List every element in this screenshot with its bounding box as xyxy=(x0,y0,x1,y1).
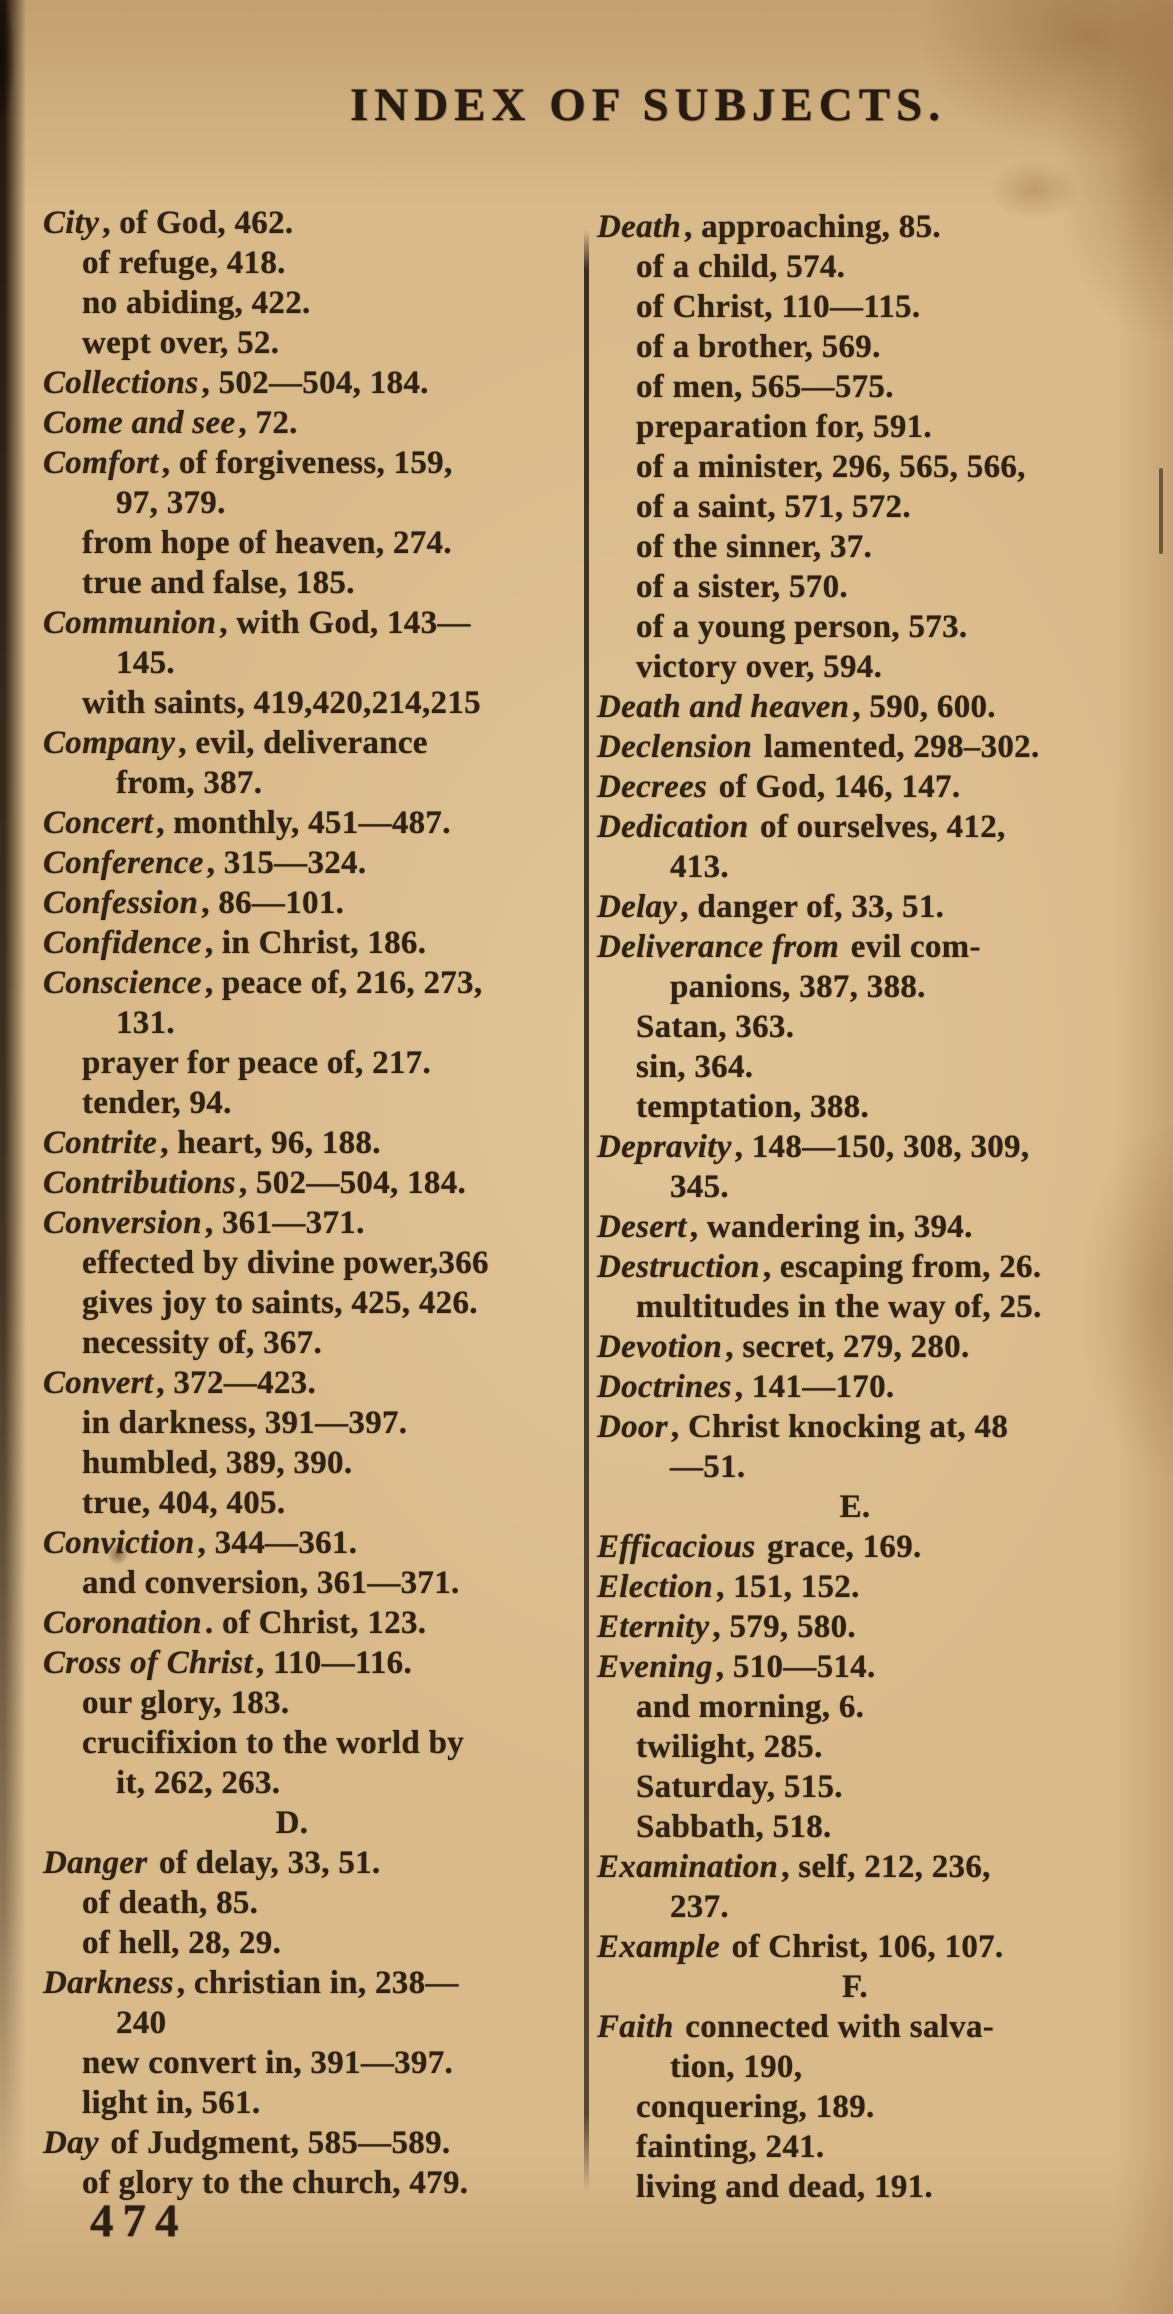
entry-headword: Conference xyxy=(43,845,204,881)
index-entry-line xyxy=(597,727,1153,767)
entry-text: of glory to the church, 479. xyxy=(82,2165,469,2201)
entry-text: sin, 364. xyxy=(636,1049,754,1085)
index-entry-line xyxy=(43,1843,581,1883)
index-entry-line xyxy=(597,1687,1153,1727)
entry-text: of refuge, 418. xyxy=(82,245,286,281)
index-entry-line xyxy=(43,243,581,283)
entry-text: true and false, 185. xyxy=(82,565,355,601)
index-entry-line xyxy=(597,447,1153,487)
index-entry-line xyxy=(43,1683,581,1723)
index-entry-line xyxy=(43,1763,581,1803)
index-entry-line xyxy=(597,327,1153,367)
entry-headword: Faith xyxy=(597,2009,674,2045)
entry-headword: Contrite xyxy=(43,1125,158,1161)
entry-headword: Communion xyxy=(43,605,217,641)
index-entry-line xyxy=(43,483,581,523)
entry-text: lamented, 298–302. xyxy=(755,729,1040,765)
index-entry-line xyxy=(597,1287,1153,1327)
entry-headword: Deliverance from xyxy=(597,929,840,965)
entry-text: it, 262, 263. xyxy=(116,1765,281,1801)
index-entry-line xyxy=(43,283,581,323)
column-divider-rule xyxy=(584,230,589,2192)
index-entry-line xyxy=(43,763,581,803)
page-title: INDEX OF SUBJECTS. xyxy=(350,79,946,131)
index-entry-line xyxy=(597,1127,1153,1167)
index-entry-line xyxy=(597,1607,1153,1647)
entry-text: no abiding, 422. xyxy=(82,285,311,321)
entry-text: , 502—504, 184. xyxy=(238,1165,467,1201)
entry-headword: Examination xyxy=(597,1849,779,1885)
index-entry-line xyxy=(43,2083,581,2123)
index-entry-line xyxy=(43,403,581,443)
index-entry-line xyxy=(597,1207,1153,1247)
entry-headword: Coronation xyxy=(43,1605,202,1641)
entry-text: of a saint, 571, 572. xyxy=(636,489,911,525)
entry-text: of Judgment, 585—589. xyxy=(101,2125,451,2161)
index-entry-line xyxy=(597,2167,1153,2207)
index-entry-line xyxy=(43,683,581,723)
entry-text: light in, 561. xyxy=(82,2085,261,2121)
index-entry-line xyxy=(597,1447,1153,1487)
entry-text: —51. xyxy=(670,1449,746,1485)
index-entry-line xyxy=(43,1123,581,1163)
entry-headword: Death xyxy=(597,209,681,245)
index-entry-line xyxy=(43,2123,581,2163)
entry-headword: Efficacious xyxy=(597,1529,756,1565)
entry-headword: Concert xyxy=(43,805,154,841)
entry-text: , of God, 462. xyxy=(102,205,294,241)
entry-text: true, 404, 405. xyxy=(82,1485,286,1521)
entry-text: , 72. xyxy=(238,405,298,441)
entry-text: , of forgiveness, 159, xyxy=(161,445,453,481)
entry-headword: Example xyxy=(597,1929,721,1965)
entry-text: tender, 94. xyxy=(82,1085,232,1121)
index-entry-line xyxy=(43,1643,581,1683)
entry-headword: Company xyxy=(43,725,176,761)
entry-text: conquering, 189. xyxy=(636,2089,875,2125)
index-entry-line xyxy=(43,923,581,963)
index-entry-line xyxy=(597,247,1153,287)
entry-headword: Death and heaven xyxy=(597,689,850,725)
entry-text: Satan, 363. xyxy=(636,1009,795,1045)
section-letter xyxy=(597,1487,1153,1527)
index-entry-line xyxy=(597,1727,1153,1767)
entry-text: 413. xyxy=(670,849,729,885)
index-entry-line xyxy=(597,1047,1153,1087)
index-entry-line xyxy=(43,1603,581,1643)
index-entry-line xyxy=(597,687,1153,727)
entry-text: gives joy to saints, 425, 426. xyxy=(82,1285,478,1321)
entry-text: of a sister, 570. xyxy=(636,569,848,605)
entry-text: , secret, 279, 280. xyxy=(725,1329,970,1365)
entry-text: of a child, 574. xyxy=(636,249,846,285)
entry-headword: Decrees xyxy=(597,769,708,805)
entry-text: , approaching, 85. xyxy=(684,209,941,245)
entry-headword: Convert xyxy=(43,1365,154,1401)
entry-text: 240 xyxy=(116,2005,167,2041)
index-entry-line xyxy=(597,567,1153,607)
index-entry-line xyxy=(597,1247,1153,1287)
entry-text: from hope of heaven, 274. xyxy=(82,525,452,561)
entry-text: of a young person, 573. xyxy=(636,609,968,645)
index-entry-line xyxy=(43,1923,581,1963)
section-letter xyxy=(597,1967,1153,2007)
entry-headword: Election xyxy=(597,1569,714,1605)
entry-text: , in Christ, 186. xyxy=(204,925,427,961)
entry-headword: Danger xyxy=(43,1845,148,1881)
entry-text: temptation, 388. xyxy=(636,1089,870,1125)
entry-text: 97, 379. xyxy=(116,485,226,521)
entry-headword: Door xyxy=(597,1409,668,1445)
entry-text: effected by divine power,366 xyxy=(82,1245,489,1281)
index-entry-line xyxy=(597,607,1153,647)
entry-text: 237. xyxy=(670,1889,729,1925)
entry-text: connected with salva- xyxy=(676,2009,995,2045)
entry-text: wept over, 52. xyxy=(82,325,280,361)
entry-text: prayer for peace of, 217. xyxy=(82,1045,432,1081)
entry-headword: Day xyxy=(43,2125,99,2161)
entry-headword: Comfort xyxy=(43,445,159,481)
entry-text: F. xyxy=(842,1969,868,2005)
index-entry-line xyxy=(43,1403,581,1443)
entry-text: of ourselves, 412, xyxy=(751,809,1006,845)
entry-text: 345. xyxy=(670,1169,729,1205)
entry-text: fainting, 241. xyxy=(636,2129,825,2165)
entry-text: preparation for, 591. xyxy=(636,409,932,445)
index-entry-line xyxy=(597,1767,1153,1807)
entry-text: , christian in, 238— xyxy=(176,1965,459,2001)
entry-text: of Christ, 110—115. xyxy=(636,289,921,325)
entry-text: tion, 190, xyxy=(670,2049,803,2085)
entry-text: , peace of, 216, 273, xyxy=(204,965,483,1001)
entry-text: Saturday, 515. xyxy=(636,1769,843,1805)
index-entry-line xyxy=(597,967,1153,1007)
index-entry-line xyxy=(43,1283,581,1323)
entry-headword: Evening xyxy=(597,1649,713,1685)
entry-text: , with God, 143— xyxy=(219,605,471,641)
entry-text: of Christ, 106, 107. xyxy=(723,1929,1004,1965)
index-entry-line xyxy=(597,2047,1153,2087)
entry-text: , Christ knocking at, 48 xyxy=(670,1409,1009,1445)
index-entry-line xyxy=(43,2003,581,2043)
index-entry-line xyxy=(43,1243,581,1283)
entry-text: , heart, 96, 188. xyxy=(160,1125,381,1161)
entry-text: , self, 212, 236, xyxy=(781,1849,991,1885)
entry-text: E. xyxy=(839,1489,871,1525)
index-entry-line xyxy=(43,203,581,243)
entry-text: , 372—423. xyxy=(156,1365,317,1401)
entry-text: , 148—150, 308, 309, xyxy=(734,1129,1030,1165)
page-edge-mark xyxy=(1159,468,1163,554)
entry-headword: Confession xyxy=(43,885,199,921)
entry-text: , 579, 580. xyxy=(712,1609,856,1645)
index-entry-line xyxy=(597,647,1153,687)
entry-text: of a brother, 569. xyxy=(636,329,881,365)
index-entry-line xyxy=(597,2007,1153,2047)
entry-headword: Doctrines xyxy=(597,1369,732,1405)
entry-text: of the sinner, 37. xyxy=(636,529,873,565)
index-entry-line xyxy=(597,1327,1153,1367)
entry-text: , 510—514. xyxy=(715,1649,876,1685)
entry-text: of hell, 28, 29. xyxy=(82,1925,282,1961)
entry-headword: Eternity xyxy=(597,1609,710,1645)
index-entry-line xyxy=(597,1007,1153,1047)
entry-headword: Cross of Christ xyxy=(43,1645,253,1681)
index-entry-line xyxy=(43,523,581,563)
index-entry-line xyxy=(43,603,581,643)
index-entry-line xyxy=(43,1483,581,1523)
entry-text: our glory, 183. xyxy=(82,1685,290,1721)
entry-text: living and dead, 191. xyxy=(636,2169,933,2205)
index-entry-line xyxy=(597,1927,1153,1967)
index-entry-line xyxy=(43,843,581,883)
index-entry-line xyxy=(597,887,1153,927)
index-right-column xyxy=(597,207,1153,2207)
entry-text: new convert in, 391—397. xyxy=(82,2045,454,2081)
index-entry-line xyxy=(43,563,581,603)
entry-text: , escaping from, 26. xyxy=(762,1249,1042,1285)
index-entry-line xyxy=(597,1807,1153,1847)
index-entry-line xyxy=(43,723,581,763)
entry-text: Sabbath, 518. xyxy=(636,1809,832,1845)
entry-text: grace, 169. xyxy=(758,1529,922,1565)
entry-text: . of Christ, 123. xyxy=(204,1605,427,1641)
entry-text: , wandering in, 394. xyxy=(689,1209,973,1245)
index-entry-line xyxy=(597,2127,1153,2167)
entry-headword: Delay xyxy=(597,889,678,925)
entry-text: crucifixion to the world by xyxy=(82,1725,465,1761)
index-entry-line xyxy=(597,367,1153,407)
entry-text: multitudes in the way of, 25. xyxy=(636,1289,1042,1325)
index-entry-line xyxy=(597,1407,1153,1447)
index-entry-line xyxy=(597,1167,1153,1207)
index-entry-line xyxy=(43,1163,581,1203)
index-entry-line xyxy=(43,1723,581,1763)
page-number: 474 xyxy=(90,2195,188,2247)
entry-text: , 151, 152. xyxy=(716,1569,860,1605)
index-entry-line xyxy=(43,1443,581,1483)
index-entry-line xyxy=(43,1003,581,1043)
index-entry-line xyxy=(43,1083,581,1123)
index-entry-line xyxy=(597,407,1153,447)
index-entry-line xyxy=(43,1563,581,1603)
index-entry-line xyxy=(43,2043,581,2083)
entry-headword: Contributions xyxy=(43,1165,236,1201)
index-entry-line xyxy=(597,1527,1153,1567)
page-corner-shadow xyxy=(0,0,32,160)
entry-text: of death, 85. xyxy=(82,1885,259,1921)
index-entry-line xyxy=(43,1043,581,1083)
entry-text: humbled, 389, 390. xyxy=(82,1445,353,1481)
index-entry-line xyxy=(597,807,1153,847)
entry-text: panions, 387, 388. xyxy=(670,969,926,1005)
index-entry-line xyxy=(43,1203,581,1243)
entry-text: , evil, deliverance xyxy=(178,725,428,761)
entry-text: , 86—101. xyxy=(201,885,345,921)
index-entry-line xyxy=(597,1647,1153,1687)
index-entry-line xyxy=(43,803,581,843)
index-left-column xyxy=(43,203,581,2203)
entry-text: , 110—116. xyxy=(255,1645,413,1681)
entry-text: victory over, 594. xyxy=(636,649,883,685)
index-entry-line xyxy=(43,323,581,363)
entry-headword: City xyxy=(43,205,100,241)
entry-text: with saints, 419,420,214,215 xyxy=(82,685,481,721)
entry-headword: Conviction xyxy=(43,1525,195,1561)
entry-headword: Declension xyxy=(597,729,753,765)
index-entry-line xyxy=(43,1323,581,1363)
index-entry-line xyxy=(597,1887,1153,1927)
index-entry-line xyxy=(43,963,581,1003)
entry-headword: Desert xyxy=(597,1209,687,1245)
index-entry-line xyxy=(597,927,1153,967)
entry-text: of men, 565—575. xyxy=(636,369,894,405)
entry-text: evil com- xyxy=(842,929,981,965)
entry-headword: Collections xyxy=(43,365,199,401)
index-entry-line xyxy=(597,1087,1153,1127)
index-entry-line xyxy=(597,1367,1153,1407)
index-entry-line xyxy=(597,847,1153,887)
entry-text: necessity of, 367. xyxy=(82,1325,323,1361)
entry-text: 131. xyxy=(116,1005,175,1041)
entry-headword: Conversion xyxy=(43,1205,202,1241)
index-entry-line xyxy=(597,287,1153,327)
entry-text: of delay, 33, 51. xyxy=(150,1845,381,1881)
index-entry-line xyxy=(43,643,581,683)
entry-text: , danger of, 33, 51. xyxy=(680,889,945,925)
entry-text: from, 387. xyxy=(116,765,263,801)
index-entry-line xyxy=(597,2087,1153,2127)
entry-headword: Destruction xyxy=(597,1249,760,1285)
entry-headword: Darkness xyxy=(43,1965,174,2001)
index-entry-line xyxy=(43,443,581,483)
index-entry-line xyxy=(597,1847,1153,1887)
section-letter xyxy=(43,1803,581,1843)
index-entry-line xyxy=(597,1567,1153,1607)
entry-headword: Confidence xyxy=(43,925,202,961)
entry-headword: Dedication xyxy=(597,809,749,845)
index-entry-line xyxy=(43,1523,581,1563)
entry-text: D. xyxy=(275,1805,309,1841)
index-entry-line xyxy=(43,363,581,403)
index-entry-line xyxy=(597,767,1153,807)
index-entry-line xyxy=(43,1363,581,1403)
index-entry-line xyxy=(597,487,1153,527)
entry-text: , 502—504, 184. xyxy=(201,365,429,401)
index-entry-line xyxy=(43,1883,581,1923)
index-entry-line xyxy=(597,207,1153,247)
entry-text: twilight, 285. xyxy=(636,1729,823,1765)
page-binding-shadow xyxy=(0,0,26,2314)
index-entry-line xyxy=(43,1963,581,2003)
index-entry-line xyxy=(597,527,1153,567)
entry-text: , 315—324. xyxy=(206,845,367,881)
entry-text: of God, 146, 147. xyxy=(710,769,961,805)
index-entry-line xyxy=(43,883,581,923)
entry-text: 145. xyxy=(116,645,175,681)
entry-text: , 590, 600. xyxy=(852,689,996,725)
entry-text: in darkness, 391—397. xyxy=(82,1405,408,1441)
entry-text: of a minister, 296, 565, 566, xyxy=(636,449,1026,485)
entry-text: , 344—361. xyxy=(197,1525,358,1561)
entry-headword: Depravity xyxy=(597,1129,732,1165)
entry-text: and morning, 6. xyxy=(636,1689,865,1725)
entry-text: , 141—170. xyxy=(734,1369,895,1405)
entry-text: and conversion, 361—371. xyxy=(82,1565,460,1601)
entry-headword: Conscience xyxy=(43,965,202,1001)
entry-headword: Devotion xyxy=(597,1329,723,1365)
entry-text: , 361—371. xyxy=(204,1205,365,1241)
entry-text: , monthly, 451—487. xyxy=(156,805,451,841)
entry-headword: Come and see xyxy=(43,405,236,441)
